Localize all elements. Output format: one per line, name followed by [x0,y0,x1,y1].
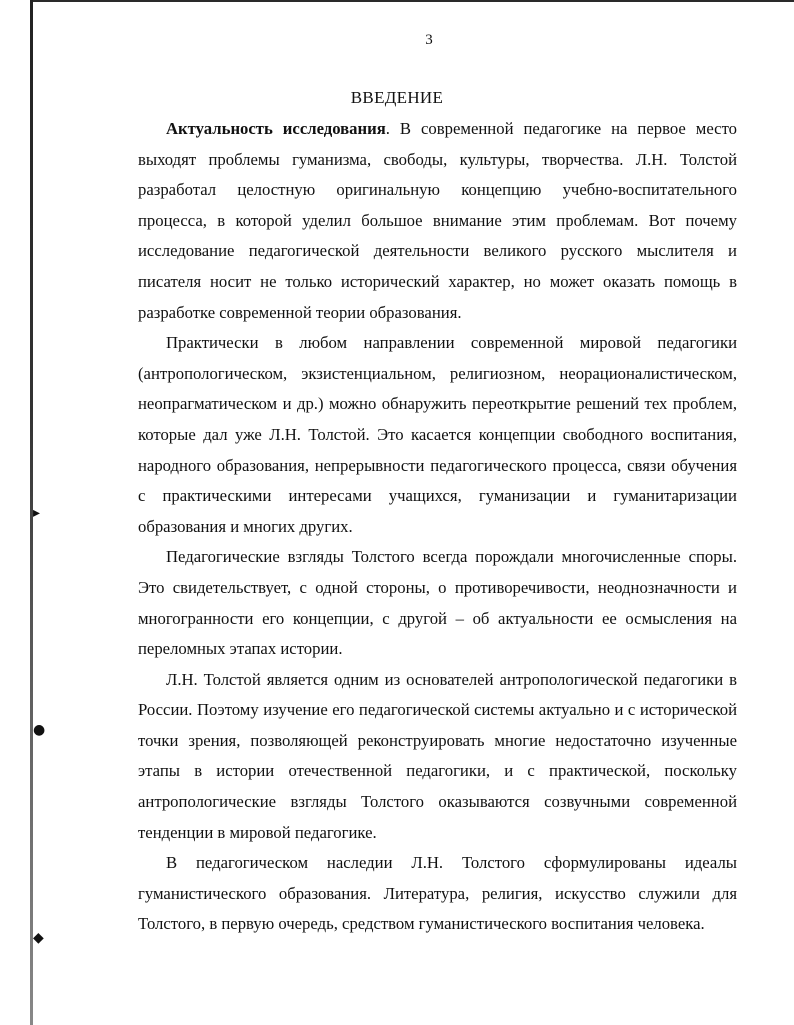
page-number: 3 [425,32,433,48]
paragraph-bold-lead: Актуальность исследования [166,119,386,138]
binding-hole-mark: ▸ [33,505,41,521]
binding-hole-mark: ● [33,722,46,738]
paragraph-relevance [138,114,737,328]
paragraph: Л.Н. Толстой является одним из основателей антропологической педагогики в России. Поэтому изучение его педагогической системы актуально и с исторической точки зрения, позволяющей реконструировать многие недостаточно изученные этапы в истории отечественной педагогики, и с практической, поскольку антропологические взгляды Толстого оказываются созвучными современной тенденции в мировой педагогике. [138,669,737,842]
paragraph-text: . В современной педагогике на первое место выходят проблемы гуманизма, свободы, культуры, творчества. Л.Н. Толстой разработал целостную оригинальную концепцию учебно-воспитательного процесса, в которой уделил большое внимание этим проблемам. Вот почему исследование педагогической деятельности великого русского мыслителя и писателя носит не только исторический характер, но может оказать помощь в разработке современной теории образования. [138,119,737,322]
paragraph: В педагогическом наследии Л.Н. Толстого сформулированы идеалы гуманистического образования. Литература, религия, искусство служили для Толстого, в первую очередь, средством гуманистического воспитания человека. [138,853,737,934]
section-heading: ВВЕДЕНИЕ [350,88,444,107]
scan-top-border [30,0,794,2]
binding-hole-mark: ◆ [33,930,44,946]
paragraph: Педагогические взгляды Толстого всегда порождали многочисленные споры. Это свидетельствует, с одной стороны, о противоречивости, неоднозначности и многогранности его концепции, с другой – об актуальности ее осмысления на переломных этапах истории. [138,547,737,659]
paragraph: Практически в любом направлении современной мировой педагогики (антропологическом, экзистенциальном, религиозном, неорационалистическом, неопрагматическом и др.) можно обнаружить переоткрытие решений тех проблем, которые дал уже Л.Н. Толстой. Это касается концепции свободного воспитания, народного образования, непрерывности педагогического процесса, связи обучения с практическими интересами учащихся, гуманизации и гуманитаризации образования и многих других. [138,333,737,536]
document-body [138,114,737,940]
